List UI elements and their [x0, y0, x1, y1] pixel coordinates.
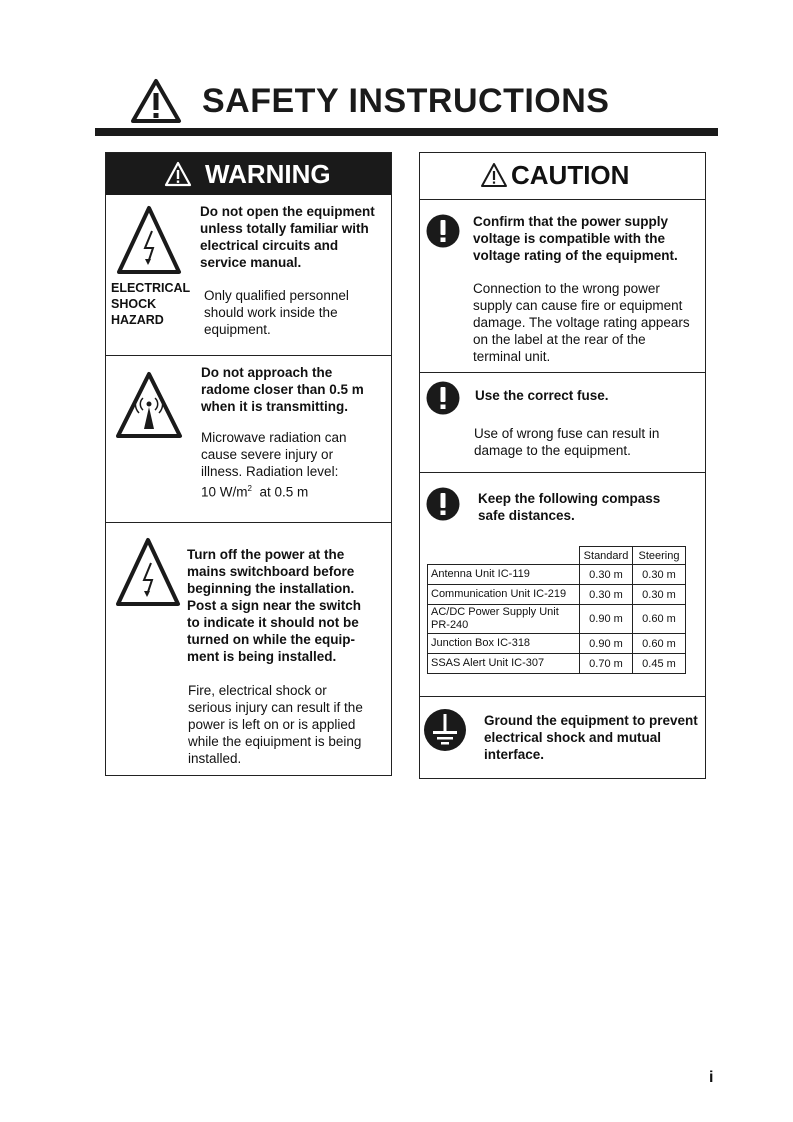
caution-2-heading: Use the correct fuse. — [475, 388, 609, 403]
standard-distance: 0.70 m — [580, 654, 633, 674]
standard-distance: 0.90 m — [580, 634, 633, 654]
page-title: SAFETY INSTRUCTIONS — [202, 82, 610, 120]
page-number: i — [709, 1069, 714, 1086]
warning-1-text: Only qualified personnel should work inside the equipment. — [204, 288, 349, 337]
warning-3-heading: Turn off the power at the mains switchboard before beginning the installation. Post a sign near the switch to indicate it should not be turned on while the equip- ment is being installed. — [187, 547, 362, 664]
table-row — [428, 634, 686, 654]
warning-header — [106, 153, 391, 195]
unit-name: AC/DC Power Supply Unit PR-240 — [428, 605, 580, 634]
caution-1-heading: Confirm that the power supply voltage is compatible with the voltage rating of the equipment. — [473, 214, 678, 263]
unit-name: SSAS Alert Unit IC-307 — [428, 654, 580, 674]
steering-distance: 0.30 m — [633, 565, 686, 585]
standard-distance: 0.30 m — [580, 585, 633, 605]
radiation-level-value: 10 W/m — [201, 484, 248, 500]
unit-name: Antenna Unit IC-119 — [428, 565, 580, 585]
divider — [420, 696, 705, 697]
table-row — [428, 654, 686, 674]
standard-distance: 0.30 m — [580, 565, 633, 585]
title-underline — [95, 128, 718, 136]
exclamation-icon — [426, 381, 460, 415]
unit-name: Communication Unit IC-219 — [428, 585, 580, 605]
steering-distance: 0.60 m — [633, 605, 686, 634]
table-row — [428, 585, 686, 605]
radiation-level — [201, 480, 391, 501]
caution-3-heading: Keep the following compass safe distances. — [478, 491, 661, 523]
caution-triangle-icon — [480, 162, 508, 188]
exclamation-icon — [426, 214, 460, 248]
table-row — [428, 605, 686, 634]
table-row — [428, 565, 686, 585]
radiation-level-distance: at 0.5 m — [259, 484, 309, 500]
electrical-shock-icon — [115, 537, 181, 607]
caution-label: CAUTION — [511, 160, 630, 190]
warning-2-heading: Do not approach the radome closer than 0.5 m when it is transmitting. — [201, 365, 364, 414]
warning-panel — [105, 152, 392, 776]
steering-distance: 0.30 m — [633, 585, 686, 605]
page-header — [130, 78, 690, 128]
compass-distance-table — [427, 546, 686, 674]
warning-label: WARNING — [205, 159, 331, 189]
warning-triangle-icon — [164, 161, 192, 187]
divider — [106, 355, 391, 356]
steering-distance: 0.45 m — [633, 654, 686, 674]
caution-1-text: Connection to the wrong power supply can cause fire or equipment damage. The voltage rating appears on the label at the rear of the terminal unit. — [473, 281, 690, 364]
caution-2-text: Use of wrong fuse can result in damage to the equipment. — [474, 426, 660, 458]
warning-1-heading: Do not open the equipment unless totally familiar with electrical circuits and service manual. — [200, 204, 375, 270]
steering-distance: 0.60 m — [633, 634, 686, 654]
caution-4-heading: Ground the equipment to prevent electrical shock and mutual interface. — [484, 713, 698, 762]
caution-header — [420, 153, 705, 200]
table-header-standard: Standard — [580, 547, 633, 565]
table-header-blank — [428, 547, 580, 565]
unit-name: Junction Box IC-318 — [428, 634, 580, 654]
exclamation-icon — [426, 487, 460, 521]
electrical-shock-icon — [116, 205, 182, 275]
standard-distance: 0.90 m — [580, 605, 633, 634]
table-header-row — [428, 547, 686, 565]
warning-2-text: Microwave radiation can cause severe injury or illness. Radiation level: — [201, 430, 347, 479]
divider — [420, 472, 705, 473]
radiation-level-exponent: 2 — [247, 484, 252, 493]
table-header-steering: Steering — [633, 547, 686, 565]
caution-panel — [419, 152, 706, 779]
ground-icon — [424, 707, 466, 753]
warning-triangle-icon — [130, 78, 182, 124]
warning-3-text: Fire, electrical shock or serious injury can result if the power is left on or is applied while the eqiuipment is being installed. — [188, 683, 363, 766]
radiation-hazard-icon — [115, 371, 183, 439]
divider — [106, 522, 391, 523]
electrical-shock-hazard-label: ELECTRICAL SHOCK HAZARD — [111, 281, 191, 327]
divider — [420, 372, 705, 373]
